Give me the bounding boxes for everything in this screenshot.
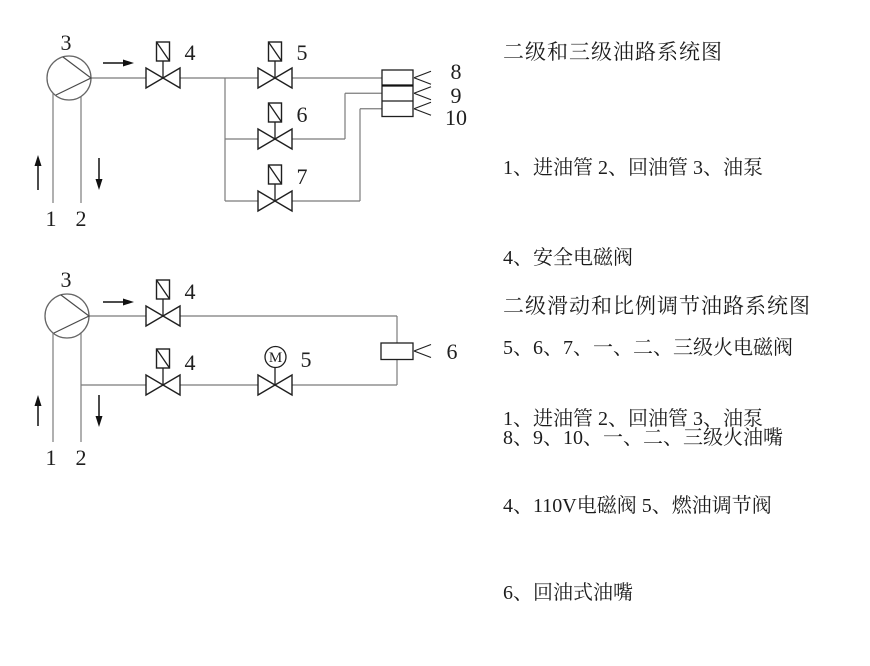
legend-line: 5、6、7、一、二、三级火电磁阀	[503, 337, 793, 359]
label-stage1-nozzle: 8	[450, 59, 462, 84]
flow-right-arrow-icon	[103, 299, 134, 306]
legend-line: 4、安全电磁阀	[503, 247, 633, 269]
label-nozzle: 6	[446, 339, 458, 364]
legend-line: 8、9、10、一、二、三级火油嘴	[503, 427, 783, 449]
label-inlet-pipe: 1	[45, 445, 57, 470]
oil-pump-symbol	[47, 56, 91, 100]
stage3-solenoid-valve-symbol	[258, 165, 292, 211]
label-stage1-valve: 5	[296, 40, 308, 65]
legend-line: 1、进油管 2、回油管 3、油泵	[503, 408, 763, 430]
label-supply-valve: 4	[184, 279, 196, 304]
bottom-diagram-caption	[503, 290, 868, 320]
label-inlet-pipe: 1	[45, 206, 57, 231]
label-pump: 3	[60, 267, 72, 292]
bottom-diagram-legend	[503, 347, 870, 666]
label-pump: 3	[60, 30, 72, 55]
spray-icon-10	[414, 102, 431, 115]
pipes	[53, 316, 397, 442]
inlet-up-arrow-icon	[35, 155, 42, 190]
label-safety-valve: 4	[184, 40, 196, 65]
label-stage3-nozzle: 10	[445, 105, 467, 130]
oil-pump-symbol	[45, 294, 89, 338]
return-nozzle-symbol	[381, 343, 413, 360]
top-diagram-caption	[503, 36, 868, 66]
top-diagram-title: 二级和三级油路系统图	[503, 40, 723, 64]
label-return-pipe: 2	[75, 206, 87, 231]
return-down-arrow-icon	[96, 395, 103, 427]
motor-letter: M	[268, 350, 283, 366]
nozzle-block-symbol	[382, 70, 413, 117]
supply-solenoid-valve-symbol	[146, 280, 180, 326]
two-three-stage-oil-circuit-diagram	[0, 0, 503, 250]
label-stage3-valve: 7	[296, 164, 308, 189]
return-down-arrow-icon	[96, 158, 103, 190]
legend-line: 4、110V电磁阀 5、燃油调节阀	[503, 495, 772, 517]
safety-solenoid-valve-symbol	[146, 42, 180, 88]
two-stage-sliding-proportional-diagram	[0, 250, 503, 497]
legend-line: 6、回油式油嘴	[503, 582, 633, 604]
flow-right-arrow-icon	[103, 60, 134, 67]
label-return-pipe: 2	[75, 445, 87, 470]
label-stage2-valve: 6	[296, 102, 308, 127]
spray-icon-6	[414, 345, 431, 358]
spray-icon-9	[414, 87, 431, 100]
bottom-diagram-title: 二级滑动和比例调节油路系统图	[503, 294, 811, 318]
legend-line: 1、进油管 2、回油管 3、油泵	[503, 157, 763, 179]
label-stage2-nozzle: 9	[450, 83, 462, 108]
stage1-solenoid-valve-symbol	[258, 42, 292, 88]
label-regulator-valve: 5	[300, 347, 312, 372]
inlet-up-arrow-icon	[35, 395, 42, 426]
label-return-valve: 4	[184, 350, 196, 375]
stage2-solenoid-valve-symbol	[258, 103, 292, 149]
spray-icon-8	[414, 71, 431, 84]
pipes	[53, 78, 382, 203]
return-solenoid-valve-symbol	[146, 349, 180, 395]
